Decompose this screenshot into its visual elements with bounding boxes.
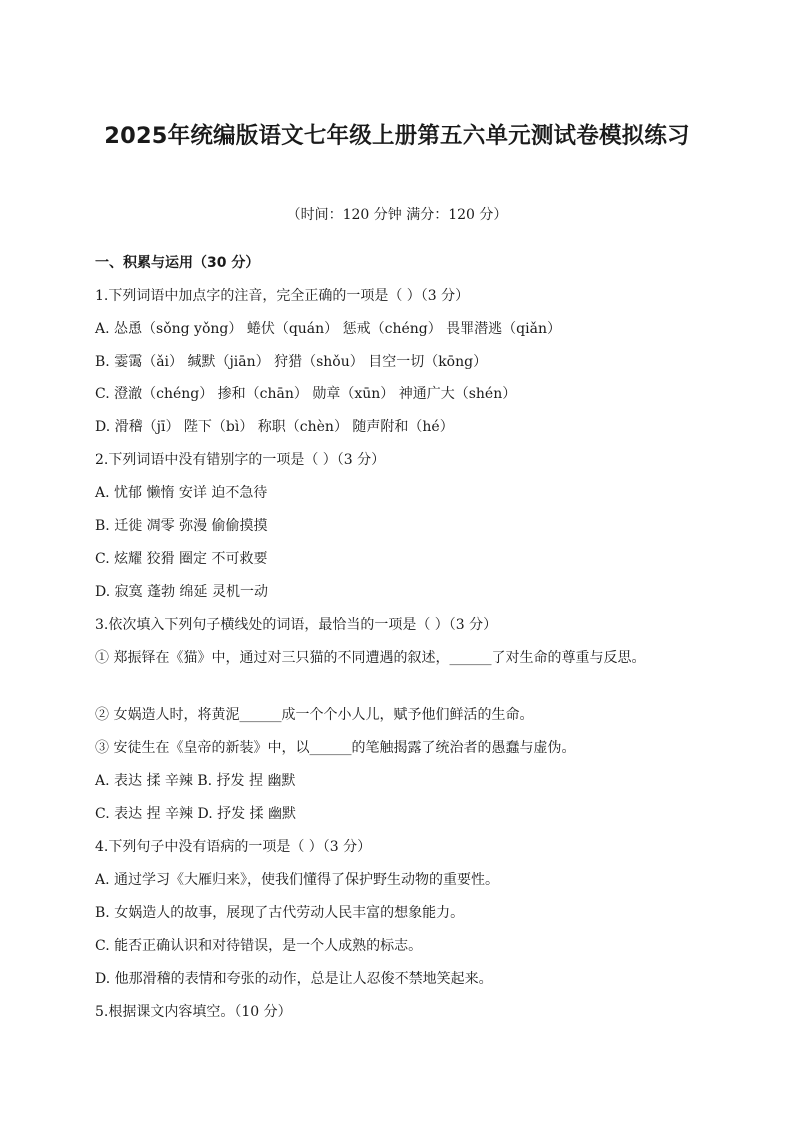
question-4-stem: 4.下列句子中没有语病的一项是（ ）（3 分） <box>95 839 372 855</box>
question-1-option-a: A. 怂恿（sǒng yǒng） 蜷伏（quán） 惩戒（chéng） 畏罪潜逃（qiǎn） <box>95 321 561 337</box>
question-1-option-b: B. 霎霭（ǎi） 缄默（jiān） 狩猎（shǒu） 目空一切（kōng） <box>95 354 488 370</box>
question-3-options-ab: A. 表达 揉 辛辣 B. 抒发 捏 幽默 <box>95 773 296 789</box>
question-1-stem: 1.下列词语中加点字的注音，完全正确的一项是（ ）（3 分） <box>95 288 470 304</box>
question-4-option-a: A. 通过学习《大雁归来》，使我们懂得了保护野生动物的重要性。 <box>95 872 500 888</box>
question-4-option-c: C. 能否正确认识和对待错误，是一个人成熟的标志。 <box>95 938 423 954</box>
question-2-option-c: C. 炫耀 狡猾 圈定 不可救要 <box>95 551 268 567</box>
question-4-option-d: D. 他那滑稽的表情和夸张的动作，总是让人忍俊不禁地笑起来。 <box>95 971 493 987</box>
question-1-option-c: C. 澄澈（chéng） 掺和（chān） 勋章（xūn） 神通广大（shén） <box>95 386 517 402</box>
question-2-option-a: A. 忧郁 懒惰 安详 迫不急待 <box>95 485 268 501</box>
question-3-stem: 3.依次填入下列句子横线处的词语，最恰当的一项是（ ）（3 分） <box>95 617 498 633</box>
question-3-options-cd: C. 表达 捏 辛辣 D. 抒发 揉 幽默 <box>95 806 296 822</box>
question-2-option-b: B. 迁徙 凋零 弥漫 偷偷摸摸 <box>95 518 268 534</box>
question-3-sentence-3: ③ 安徒生在《皇帝的新装》中，以______的笔触揭露了统治者的愚蠢与虚伪。 <box>95 740 576 756</box>
exam-subtitle: （时间：120 分钟 满分：120 分） <box>286 207 508 223</box>
question-2-stem: 2.下列词语中没有错别字的一项是（ ）（3 分） <box>95 452 386 468</box>
exam-title: 2025年统编版语文七年级上册第五六单元测试卷模拟练习 <box>104 123 690 149</box>
section-title-1: 一、积累与运用（30 分） <box>95 255 260 271</box>
question-3-sentence-2: ② 女娲造人时，将黄泥______成一个个小人儿，赋予他们鲜活的生命。 <box>95 707 534 723</box>
question-5-stem: 5.根据课文内容填空。（10 分） <box>95 1004 292 1020</box>
question-3-sentence-1: ① 郑振铎在《猫》中，通过对三只猫的不同遭遇的叙述，______了对生命的尊重与反思。 <box>95 650 646 666</box>
question-4-option-b: B. 女娲造人的故事，展现了古代劳动人民丰富的想象能力。 <box>95 905 465 921</box>
question-1-option-d: D. 滑稽（jī） 陛下（bì） 称职（chèn） 随声附和（hé） <box>95 419 454 435</box>
question-2-option-d: D. 寂寞 蓬勃 绵延 灵机一动 <box>95 584 268 600</box>
